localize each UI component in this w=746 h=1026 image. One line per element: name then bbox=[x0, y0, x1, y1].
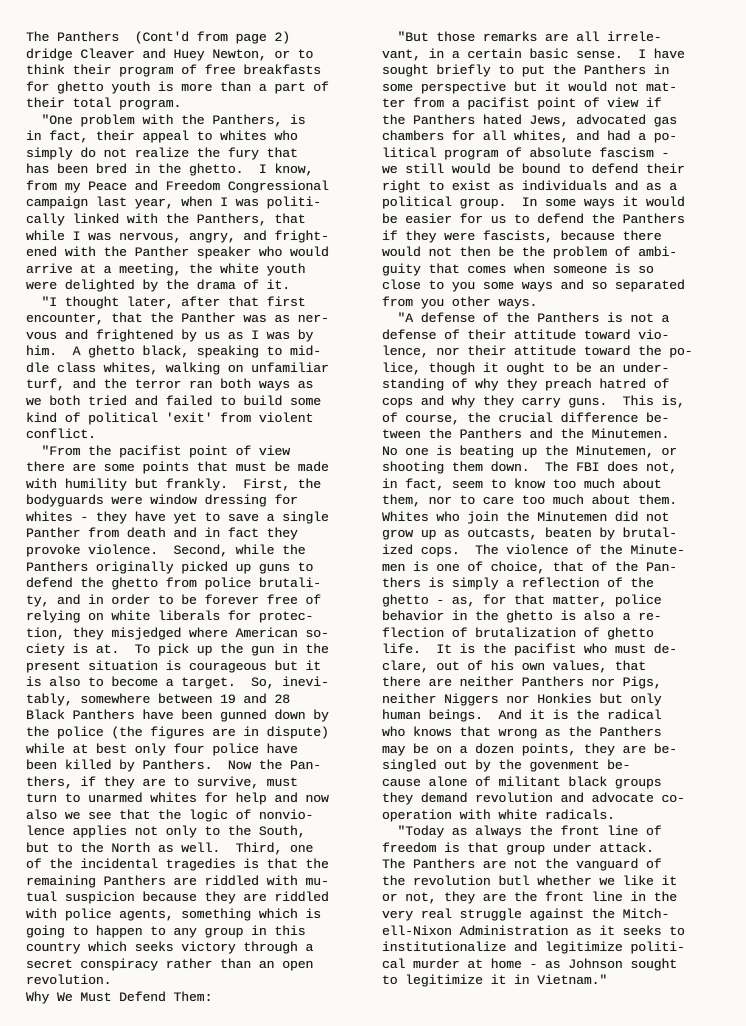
right-column-line: from you other ways. bbox=[382, 294, 538, 310]
right-column-line: ell-Nixon Administration as it seeks to bbox=[382, 923, 685, 939]
left-column-line: turf, and the terror ran both ways as bbox=[26, 377, 314, 393]
right-column-line: ized cops. The violence of the Minute- bbox=[382, 542, 685, 558]
right-column-line: thers is simply a reflection of the bbox=[382, 576, 654, 592]
left-column-line: arrive at a meeting, the white youth bbox=[26, 261, 306, 277]
left-column-line: conflict. bbox=[26, 427, 96, 443]
right-column-line: clare, out of his own values, that bbox=[382, 658, 646, 674]
right-column-line: litical program of absolute fascism - bbox=[382, 145, 670, 161]
left-column-line: ened with the Panther speaker who would bbox=[26, 245, 329, 261]
right-column-line: them, nor to care too much about them. bbox=[382, 493, 678, 509]
right-column-line: right to exist as individuals and as a bbox=[382, 178, 678, 194]
left-column-line: the police (the figures are in dispute) bbox=[26, 724, 329, 740]
left-column-line: while at best only four police have bbox=[26, 741, 298, 757]
right-column-line: defense of their attitude toward vio- bbox=[382, 327, 670, 343]
right-column-line: men is one of choice, that of the Pan- bbox=[382, 559, 678, 575]
right-column-line: ter from a pacifist point of view if bbox=[382, 96, 662, 112]
left-column-line: relying on white liberals for protec- bbox=[26, 609, 314, 625]
left-column-line: defend the ghetto from police brutali- bbox=[26, 576, 322, 592]
right-text-column bbox=[382, 30, 728, 990]
left-column-line: kind of political 'exit' from violent bbox=[26, 410, 314, 426]
right-column-line: some perspective but it would not mat- bbox=[382, 79, 678, 95]
left-column-line: simply do not realize the fury that bbox=[26, 145, 298, 161]
right-column-line: cause alone of militant black groups bbox=[382, 774, 662, 790]
left-column-line: whites - they have yet to save a single bbox=[26, 509, 329, 525]
right-column-line: standing of why they preach hatred of bbox=[382, 377, 670, 393]
left-text-column bbox=[26, 30, 374, 1006]
left-column-line: tion, they misjedged where American so- bbox=[26, 625, 329, 641]
left-column-line: vous and frightened by us as I was by bbox=[26, 327, 314, 343]
right-column-line: institutionalize and legitimize politi- bbox=[382, 940, 685, 956]
right-column-line: if they were fascists, because there bbox=[382, 228, 662, 244]
right-column-line: to legitimize it in Vietnam." bbox=[382, 973, 608, 989]
right-column-line: The Panthers are not the vanguard of bbox=[382, 857, 662, 873]
right-column-line: guity that comes when someone is so bbox=[382, 261, 654, 277]
left-column-line: been killed by Panthers. Now the Pan- bbox=[26, 758, 322, 774]
right-column-line: they demand revolution and advocate co- bbox=[382, 791, 685, 807]
right-column-line: we still would be bound to defend their bbox=[382, 162, 685, 178]
right-column-line: be easier for us to defend the Panthers bbox=[382, 212, 685, 228]
right-column-line: in fact, seem to know too much about bbox=[382, 476, 662, 492]
right-column-line: or not, they are the front line in the bbox=[382, 890, 678, 906]
right-column-line: shooting them down. The FBI does not, bbox=[382, 460, 678, 476]
left-column-line: him. A ghetto black, speaking to mid- bbox=[26, 344, 322, 360]
left-column-line: of the incidental tragedies is that the bbox=[26, 857, 329, 873]
left-column-line: tably, somewhere between 19 and 28 bbox=[26, 691, 290, 707]
left-column-line: revolution. bbox=[26, 973, 112, 989]
left-column-line: their total program. bbox=[26, 96, 182, 112]
right-column-line: human beings. And it is the radical bbox=[382, 708, 662, 724]
left-column-line: ciety is at. To pick up the gun in the bbox=[26, 642, 329, 658]
left-column-line: is also to become a target. So, inevi- bbox=[26, 675, 329, 691]
right-column-line: there are neither Panthers nor Pigs, bbox=[382, 675, 662, 691]
right-column-line: No one is beating up the Minutemen, or bbox=[382, 443, 678, 459]
right-column-line: vant, in a certain basic sense. I have bbox=[382, 46, 685, 62]
left-column-line: "From the pacifist point of view bbox=[26, 443, 290, 459]
left-column-line: country which seeks victory through a bbox=[26, 940, 314, 956]
left-column-line: bodyguards were window dressing for bbox=[26, 493, 298, 509]
right-column-line: chambers for all whites, and had a po- bbox=[382, 129, 678, 145]
right-column-line: flection of brutalization of ghetto bbox=[382, 625, 654, 641]
right-column-line: life. It is the pacifist who must de- bbox=[382, 642, 678, 658]
right-column-line: "A defense of the Panthers is not a bbox=[382, 311, 670, 327]
left-column-line: we both tried and failed to build some bbox=[26, 394, 322, 410]
right-column-line: "But those remarks are all irrele- bbox=[382, 30, 662, 45]
left-column-line: dle class whites, walking on unfamiliar bbox=[26, 360, 329, 376]
right-column-line: who knows that wrong as the Panthers bbox=[382, 724, 662, 740]
right-column-line: lice, though it ought to be an under- bbox=[382, 360, 670, 376]
right-column-line: would not then be the problem of ambi- bbox=[382, 245, 678, 261]
right-column-line: Whites who join the Minutemen did not bbox=[382, 509, 670, 525]
right-column-line: the Panthers hated Jews, advocated gas bbox=[382, 112, 678, 128]
left-column-line: The Panthers (Cont'd from page 2) bbox=[26, 30, 290, 45]
right-column-line: the revolution butl whether we like it bbox=[382, 873, 678, 889]
right-column-line: ghetto - as, for that matter, police bbox=[382, 592, 662, 608]
left-column-line: tual suspicion because they are riddled bbox=[26, 890, 329, 906]
right-column-line: grow up as outcasts, beaten by brutal- bbox=[382, 526, 678, 542]
left-column-line: while I was nervous, angry, and fright- bbox=[26, 228, 329, 244]
right-column-line: singled out by the govenment be- bbox=[382, 758, 631, 774]
right-column-line: "Today as always the front line of bbox=[382, 824, 662, 840]
left-column-line: secret conspiracy rather than an open bbox=[26, 956, 314, 972]
left-column-line: for ghetto youth is more than a part of bbox=[26, 79, 329, 95]
left-column-line: campaign last year, when I was politi- bbox=[26, 195, 322, 211]
left-column-line: "One problem with the Panthers, is bbox=[26, 112, 306, 128]
left-column-line: with police agents, something which is bbox=[26, 906, 322, 922]
left-column-line: also we see that the logic of nonvio- bbox=[26, 807, 314, 823]
left-column-line: Panthers originally picked up guns to bbox=[26, 559, 314, 575]
right-column-line: cal murder at home - as Johnson sought bbox=[382, 956, 678, 972]
left-column-line: remaining Panthers are riddled with mu- bbox=[26, 873, 329, 889]
right-column-line: lence, nor their attitude toward the po- bbox=[382, 344, 693, 360]
left-column-line: Black Panthers have been gunned down by bbox=[26, 708, 329, 724]
right-column-line: behavior in the ghetto is also a re- bbox=[382, 609, 662, 625]
left-column-line: lence applies not only to the South, bbox=[26, 824, 306, 840]
left-column-line: in fact, their appeal to whites who bbox=[26, 129, 298, 145]
left-column-line: encounter, that the Panther was as ner- bbox=[26, 311, 329, 327]
left-column-line: dridge Cleaver and Huey Newton, or to bbox=[26, 46, 314, 62]
left-column-line: "I thought later, after that first bbox=[26, 294, 306, 310]
left-column-line: has been bred in the ghetto. I know, bbox=[26, 162, 314, 178]
right-column-line: sought briefly to put the Panthers in bbox=[382, 63, 670, 79]
left-column-line: Why We Must Defend Them: bbox=[26, 989, 213, 1005]
right-column-line: tween the Panthers and the Minutemen. bbox=[382, 427, 670, 443]
left-column-line: Panther from death and in fact they bbox=[26, 526, 298, 542]
left-column-line: there are some points that must be made bbox=[26, 460, 329, 476]
right-column-line: political group. In some ways it would bbox=[382, 195, 685, 211]
left-column-line: thers, if they are to survive, must bbox=[26, 774, 298, 790]
left-column-line: from my Peace and Freedom Congressional bbox=[26, 178, 329, 194]
left-column-line: going to happen to any group in this bbox=[26, 923, 306, 939]
right-column-line: close to you some ways and so separated bbox=[382, 278, 685, 294]
right-column-line: freedom is that group under attack. bbox=[382, 840, 654, 856]
right-column-line: of course, the crucial difference be- bbox=[382, 410, 670, 426]
left-column-line: ty, and in order to be forever free of bbox=[26, 592, 322, 608]
left-column-line: were delighted by the drama of it. bbox=[26, 278, 290, 294]
left-column-line: cally linked with the Panthers, that bbox=[26, 212, 306, 228]
left-column-line: provoke violence. Second, while the bbox=[26, 542, 306, 558]
right-column-line: very real struggle against the Mitch- bbox=[382, 906, 670, 922]
left-column-line: with humility but frankly. First, the bbox=[26, 476, 322, 492]
right-column-line: operation with white radicals. bbox=[382, 807, 615, 823]
right-column-line: may be on a dozen points, they are be- bbox=[382, 741, 678, 757]
right-column-line: neither Niggers nor Honkies but only bbox=[382, 691, 662, 707]
left-column-line: think their program of free breakfasts bbox=[26, 63, 322, 79]
left-column-line: present situation is courageous but it bbox=[26, 658, 322, 674]
right-column-line: cops and why they carry guns. This is, bbox=[382, 394, 685, 410]
left-column-line: but to the North as well. Third, one bbox=[26, 840, 314, 856]
left-column-line: turn to unarmed whites for help and now bbox=[26, 791, 329, 807]
